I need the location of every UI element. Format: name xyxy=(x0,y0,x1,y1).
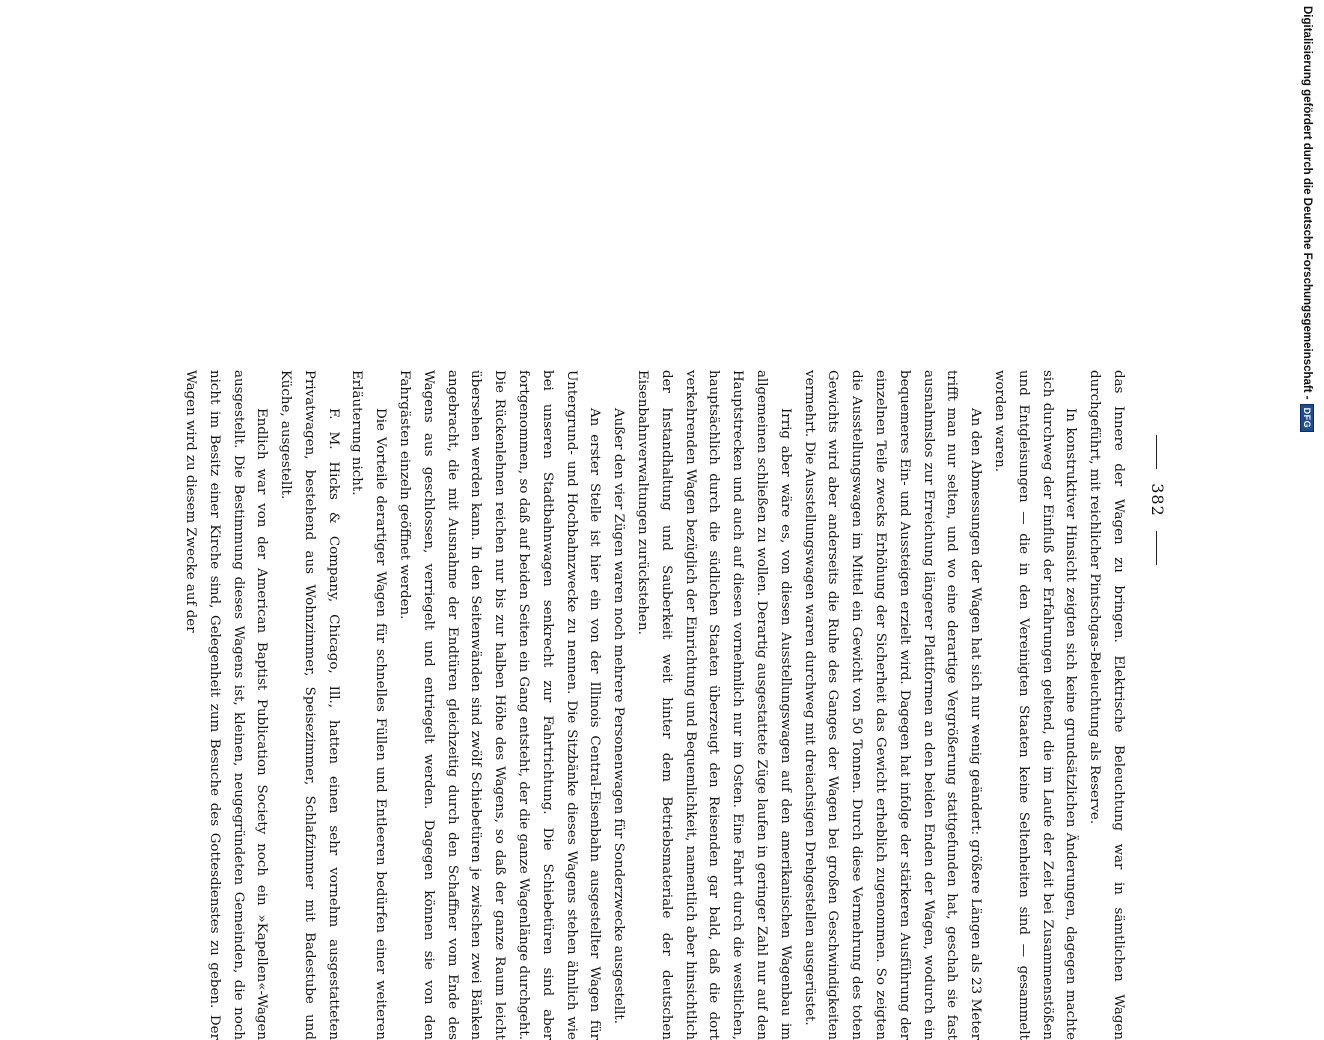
paragraph-8: F. M. Hicks & Company, Chicago, Ill., hatten einen sehr vornehm ausgestatteten Privatwagen, bestehend aus Wohnzimmer, Speisezimmer, Schlafzimmer mit Badestube und Küche, ausgestellt. xyxy=(278,370,341,1040)
header-dash-right xyxy=(1156,531,1157,565)
scanned-page xyxy=(145,190,1185,1040)
dfg-logo-icon: DFG xyxy=(1300,404,1314,433)
paragraph-3: An den Abmessungen der Wagen hat sich nur wenig geändert: größere Längen als 23 Meter trifft man nur selten, und wo eine derartige Vergrößerung stattgefunden hat, geschah sie fast ausnahmslos zur Erreichung längerer Plattformen an den beiden Enden der Wagen, wodurch ein bequemeres Ein- und Aussteigen erzielt wird. Dagegen hat infolge der stärkeren Ausführung der einzelnen Teile zwecks Erhöhung der Sicherheit das Gewicht erheblich zugenommen. So zeigten die Ausstellungswagen im Mittel ein Gewicht von 50 Tonnen. Durch diese Vermehrung des toten Gewichts wird aber anderseits die Ruhe des Ganges der Wagen bei großen Geschwindigkeiten vermehrt. Die Ausstellungswagen waren durchweg mit dreiachsigen Drehgestellen ausgerüstet. xyxy=(801,370,984,1040)
header-dash-left xyxy=(1156,435,1157,469)
paragraph-5: Außer den vier Zügen waren noch mehrere Personenwagen für Sonderzwecke ausgestellt. xyxy=(611,408,627,1025)
digitization-footer xyxy=(1300,6,1314,432)
paragraph-1: das Innere der Wagen zu bringen. Elektrische Beleuchtung war in sämtlichen Wagen durchgeführt, mit reichlicher Pintschgas-Beleuchtung als Reserve. xyxy=(1087,370,1126,1040)
page-number: 382 xyxy=(1148,483,1167,517)
paragraph-7: Die Vorteile derartiger Wagen für schnelles Füllen und Entleeren bedürfen einer weiteren Erläuterung nicht. xyxy=(349,370,389,1040)
body-text xyxy=(178,370,1130,1040)
paragraph-9: Endlich war von der American Baptist Publication Society noch ein »Kapellen«-Wagen ausgestellt. Die Bestimmung dieses Wagens ist, kleinen, neugegründeten Gemeinden, die noch nicht im Besitz einer Kirche sind, Gelegenheit zum Besuche des Gottesdienstes zu geben. Der Wagen wird zu diesem Zwecke auf der xyxy=(182,370,270,1040)
digitization-note: Digitalisierung gefördert durch die Deutsche Forschungsgemeinschaft - xyxy=(1301,6,1313,400)
paragraph-4: Irrig aber wäre es, von diesen Ausstellungswagen auf den amerikanischen Wagenbau im allgemeinen schließen zu wollen. Derartig ausgestattete Züge laufen in geringer Zahl nur auf den Hauptstrecken und auch auf diesen vornehmlich nur im Osten. Eine Fahrt durch die westlichen, hauptsächlich durch die südlichen Staaten überzeugt den Reisenden gar bald, daß die dort verkehrenden Wagen bezüglich der Einrichtung und Bequemlichkeit, namentlich aber hinsichtlich der Instandhaltung und Sauberkeit weit hinter dem Betriebsmateriale der deutschen Eisenbahnverwaltungen zurückstehen. xyxy=(635,370,793,1040)
paragraph-6: An erster Stelle ist hier ein von der Illinois Central-Eisenbahn ausgestellter Wagen für Untergrund- und Hochbahnzwecke zu nennen. Die Sitzbänke dieses Wagens stehen ähnlich wie bei unseren Stadtbahnwagen senkrecht zur Fahrtrichtung. Die Schiebetüren sind aber fortgenommen, so daß auf beiden Seiten ein Gang entsteht, der die ganze Wagenlänge durchgeht. Die Rückenlehnen reichen nur bis zur halben Höhe des Wagens, so daß der ganze Raum leicht übersehen werden kann. In den Seitenwänden sind zwölf Schiebetüren je zwischen zwei Bänken angebracht, die mit Ausnahme der Endtüren gleichzeitig durch den Schaffner vom Ende des Wagens aus geschlossen, verriegelt und entriegelt werden. Dagegen können sie von den Fahrgästen einzeln geöffnet werden. xyxy=(397,370,603,1040)
paragraph-2: In konstruktiver Hinsicht zeigten sich keine grundsätzlichen Änderungen, dagegen machte sich durchweg der Einfluß der Erfahrungen geltend, die im Laufe der Zeit bei Zusammenstößen und Entgleisungen — die in den Vereinigten Staaten keine Seltenheiten sind — gesammelt worden waren. xyxy=(992,370,1079,1040)
page-header xyxy=(1148,190,1167,810)
